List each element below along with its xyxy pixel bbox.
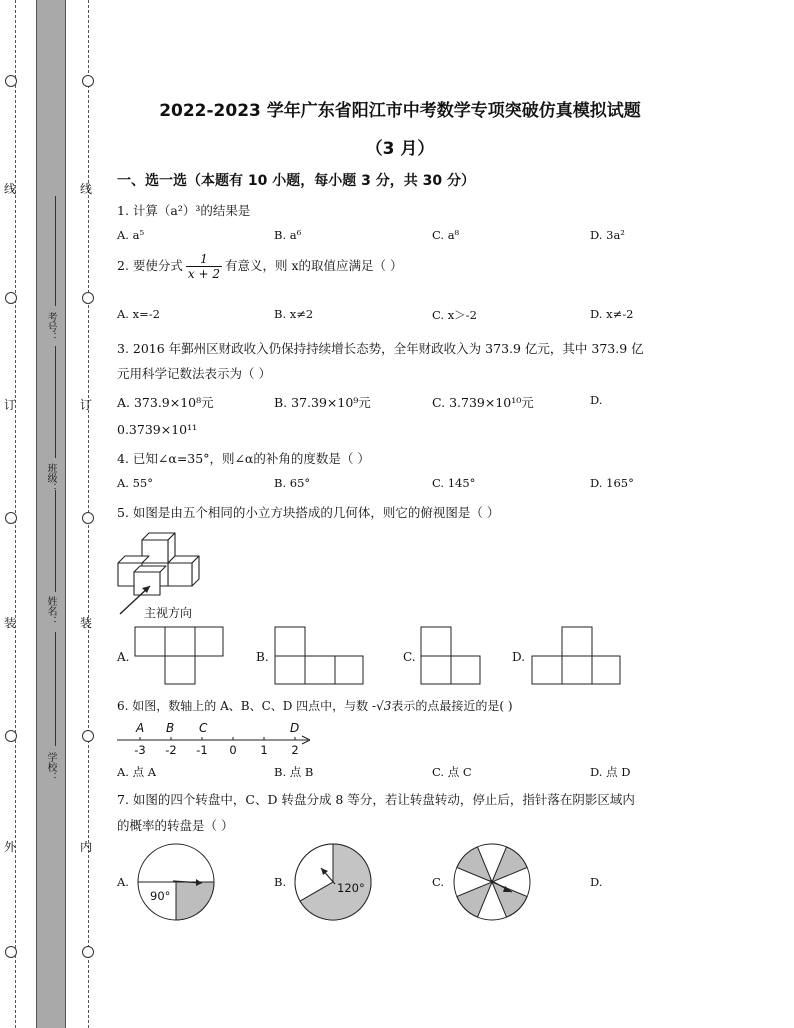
question-3-option-b: B. 37.39×10⁹元 (274, 395, 371, 410)
binding-strip (36, 0, 66, 1028)
question-3-text-line2: 元用科学记数法表示为（ ） (117, 366, 271, 381)
question-1-text: 1. 计算（a²）³的结果是 (117, 203, 251, 218)
top-view-option-a (134, 626, 226, 686)
tick-label: -3 (134, 743, 146, 757)
question-7-option-b: B. (274, 875, 287, 889)
margin-char-ding: 订 (80, 398, 93, 412)
binding-hole (5, 75, 17, 87)
fraction-denominator: x + 2 (187, 267, 220, 281)
field-underline (55, 346, 56, 458)
question-7-option-a: A. (117, 875, 129, 889)
section-heading: 一、选一选（本题有 10 小题，每小题 3 分，共 30 分） (117, 173, 475, 189)
question-2-text-pre: 2. 要使分式 (117, 258, 183, 273)
question-2-option-a: A. x=-2 (117, 307, 160, 321)
spinner-c (452, 842, 532, 922)
question-4-option-d: D. 165° (590, 476, 634, 490)
binding-hole (82, 512, 94, 524)
question-6-text-pre: 6. 如图，数轴上的 A、B、C、D 四点中，与数 - (117, 699, 377, 713)
point-label-b: B (166, 721, 175, 735)
question-5-text: 5. 如图是由五个相同的小立方块搭成的几何体，则它的俯视图是（ ） (117, 505, 500, 520)
question-7-option-d: D. (590, 875, 603, 889)
question-6-option-b: B. 点 B (274, 765, 314, 779)
field-label-name: 姓名： (45, 596, 56, 626)
fraction (186, 252, 222, 281)
tick-label: 2 (291, 743, 299, 757)
question-5-option-b: B. (256, 650, 269, 664)
binding-hole (82, 292, 94, 304)
question-3-option-d: D. (590, 393, 603, 407)
question-2-option-c: C. x＞-2 (432, 308, 477, 322)
binding-hole (5, 512, 17, 524)
point-label-d: D (290, 721, 300, 735)
binding-hole (5, 946, 17, 958)
top-view-option-b (274, 626, 366, 686)
question-1-option-d: D. 3a² (590, 228, 625, 242)
spinner-a (136, 842, 216, 922)
question-2-option-b: B. x≠2 (274, 307, 314, 321)
question-6-option-a: A. 点 A (117, 765, 157, 779)
binding-hole (5, 730, 17, 742)
question-7-text-line2: 的概率的转盘是（ ） (117, 818, 234, 833)
spinner-a-shaded-sector (176, 882, 214, 920)
field-label-school: 学校： (45, 752, 56, 782)
question-3-text-line1: 3. 2016 年鄞州区财政收入仍保持持续增长态势，全年财政收入为 373.9 亿元，其中 373.9 亿 (117, 341, 644, 356)
question-4-option-b: B. 65° (274, 476, 311, 490)
question-4-option-a: A. 55° (117, 476, 153, 490)
field-underline (55, 490, 56, 592)
question-1-option-b: B. a⁶ (274, 228, 302, 242)
cube-front-face (168, 563, 192, 586)
margin-char-wai: 外 (4, 840, 17, 854)
question-5-option-d: D. (512, 650, 526, 664)
question-6-option-d: D. 点 D (590, 765, 631, 779)
question-7-text-line1: 7. 如图的四个转盘中，C、D 转盘分成 8 等分，若让转盘转动，停止后，指针落在阴影区域内 (117, 792, 635, 807)
margin-char-nei: 内 (80, 840, 93, 854)
question-7-option-c: C. (432, 875, 445, 889)
question-5-option-a: A. (117, 650, 130, 664)
question-3-option-d-value: 0.3739×10¹¹ (117, 422, 198, 437)
tick-label: 1 (260, 743, 268, 757)
view-direction-label: 主视方向 (144, 606, 193, 620)
field-label-exam-number: 考号： (45, 312, 56, 342)
page-subtitle: （3 月） (365, 139, 435, 159)
binding-hole (82, 75, 94, 87)
binding-hole (5, 292, 17, 304)
tick-label: 0 (229, 743, 237, 757)
margin-char-zhuang: 装 (80, 616, 93, 630)
question-6-text (117, 697, 513, 714)
question-4-text: 4. 已知∠α=35°，则∠α的补角的度数是（ ） (117, 451, 370, 466)
question-3-option-c: C. 3.739×10¹⁰元 (432, 395, 534, 410)
page-title: 2022-2023 学年广东省阳江市中考数学专项突破仿真模拟试题 (159, 101, 641, 121)
question-4-option-c: C. 145° (432, 476, 476, 490)
fraction-numerator: 1 (186, 252, 222, 267)
margin-char-xian: 线 (80, 182, 93, 196)
spinner-b (293, 842, 373, 922)
question-1-option-a: A. a⁵ (117, 228, 145, 242)
number-line (112, 716, 322, 758)
field-label-class: 班级： (45, 463, 56, 493)
question-3-option-a: A. 373.9×10⁸元 (117, 395, 214, 410)
question-6-option-c: C. 点 C (432, 765, 472, 779)
question-2-text (117, 252, 403, 281)
spinner-b-angle: 120° (337, 881, 365, 895)
tick-label: -2 (165, 743, 177, 757)
field-underline (55, 632, 56, 746)
spinner-a-angle: 90° (150, 889, 171, 903)
top-view-option-d (531, 626, 623, 686)
margin-char-zhuang: 装 (4, 616, 17, 630)
question-2-text-post: 有意义，则 x的取值应满足（ ） (225, 258, 403, 273)
point-label-a: A (136, 721, 145, 735)
question-6-text-post: 表示的点最接近的是( ) (391, 699, 513, 713)
margin-char-ding: 订 (4, 398, 17, 412)
question-2-option-d: D. x≠-2 (590, 307, 634, 321)
question-1-option-c: C. a⁸ (432, 228, 460, 242)
tick-label: -1 (196, 743, 208, 757)
sqrt-three: √3 (376, 699, 392, 713)
field-underline (55, 196, 56, 306)
top-view-option-c (420, 626, 482, 686)
binding-hole (82, 730, 94, 742)
margin-char-xian: 线 (4, 182, 17, 196)
question-5-option-c: C. (403, 650, 416, 664)
binding-hole (82, 946, 94, 958)
point-label-c: C (199, 721, 208, 735)
